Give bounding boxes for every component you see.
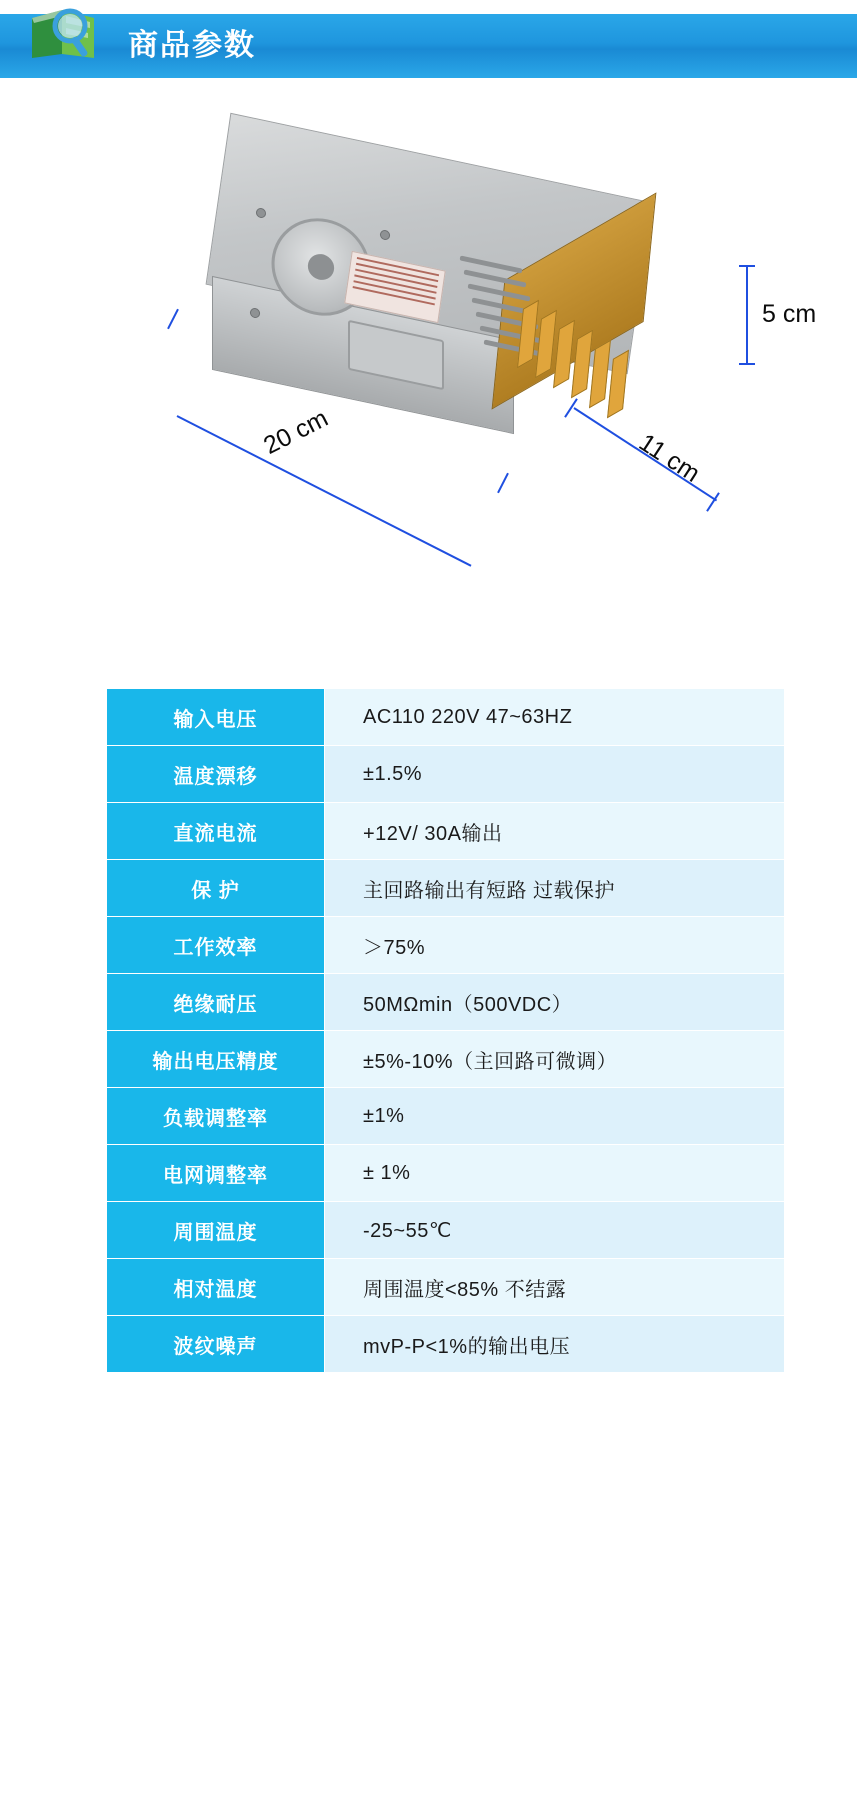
- table-row: [107, 1145, 785, 1202]
- spec-value: ±5%-10%（主回路可微调）: [325, 1031, 785, 1088]
- product-photo-area: [0, 110, 857, 580]
- spec-name: 保 护: [107, 860, 325, 917]
- spec-name: 温度漂移: [107, 746, 325, 803]
- spec-value: +12V/ 30A输出: [325, 803, 785, 860]
- product-spec-table: [106, 688, 785, 1373]
- table-row: [107, 860, 785, 917]
- spec-name: 输入电压: [107, 689, 325, 746]
- width-dimension-label: 11 cm: [633, 428, 705, 488]
- height-dimension-line: [746, 265, 748, 365]
- table-row: [107, 746, 785, 803]
- spec-name: 工作效率: [107, 917, 325, 974]
- table-row: [107, 689, 785, 746]
- table-row: [107, 1202, 785, 1259]
- page-header-banner: [0, 14, 857, 78]
- spec-name: 周围温度: [107, 1202, 325, 1259]
- spec-name: 负载调整率: [107, 1088, 325, 1145]
- spec-table-body: [107, 689, 785, 1373]
- table-row: [107, 1316, 785, 1373]
- table-row: [107, 1088, 785, 1145]
- spec-value: ＞75%: [325, 917, 785, 974]
- height-tick-bottom: [739, 363, 755, 365]
- height-dimension-label: 5 cm: [762, 300, 817, 328]
- spec-value: ±1%: [325, 1088, 785, 1145]
- spec-value: mvP-P<1%的输出电压: [325, 1316, 785, 1373]
- height-tick-top: [739, 265, 755, 267]
- spec-name: 输出电压精度: [107, 1031, 325, 1088]
- page-title: 商品参数: [128, 29, 256, 62]
- spec-name: 电网调整率: [107, 1145, 325, 1202]
- spec-name: 绝缘耐压: [107, 974, 325, 1031]
- switching-power-supply-photo: [198, 130, 718, 550]
- table-row: [107, 1031, 785, 1088]
- table-row: [107, 1259, 785, 1316]
- spec-value: 主回路输出有短路 过载保护: [325, 860, 785, 917]
- table-row: [107, 917, 785, 974]
- spec-value: ±1.5%: [325, 746, 785, 803]
- spec-value: 50MΩmin（500VDC）: [325, 974, 785, 1031]
- spec-value: ± 1%: [325, 1145, 785, 1202]
- spec-name: 直流电流: [107, 803, 325, 860]
- spec-value: AC110 220V 47~63HZ: [325, 689, 785, 746]
- book-magnifier-icon: [26, 0, 104, 68]
- spec-name: 相对温度: [107, 1259, 325, 1316]
- table-row: [107, 974, 785, 1031]
- spec-name: 波纹噪声: [107, 1316, 325, 1373]
- length-tick-start: [167, 309, 179, 330]
- length-dimension-label: 20 cm: [259, 404, 333, 460]
- spec-value: -25~55℃: [325, 1202, 785, 1259]
- table-row: [107, 803, 785, 860]
- spec-value: 周围温度<85% 不结露: [325, 1259, 785, 1316]
